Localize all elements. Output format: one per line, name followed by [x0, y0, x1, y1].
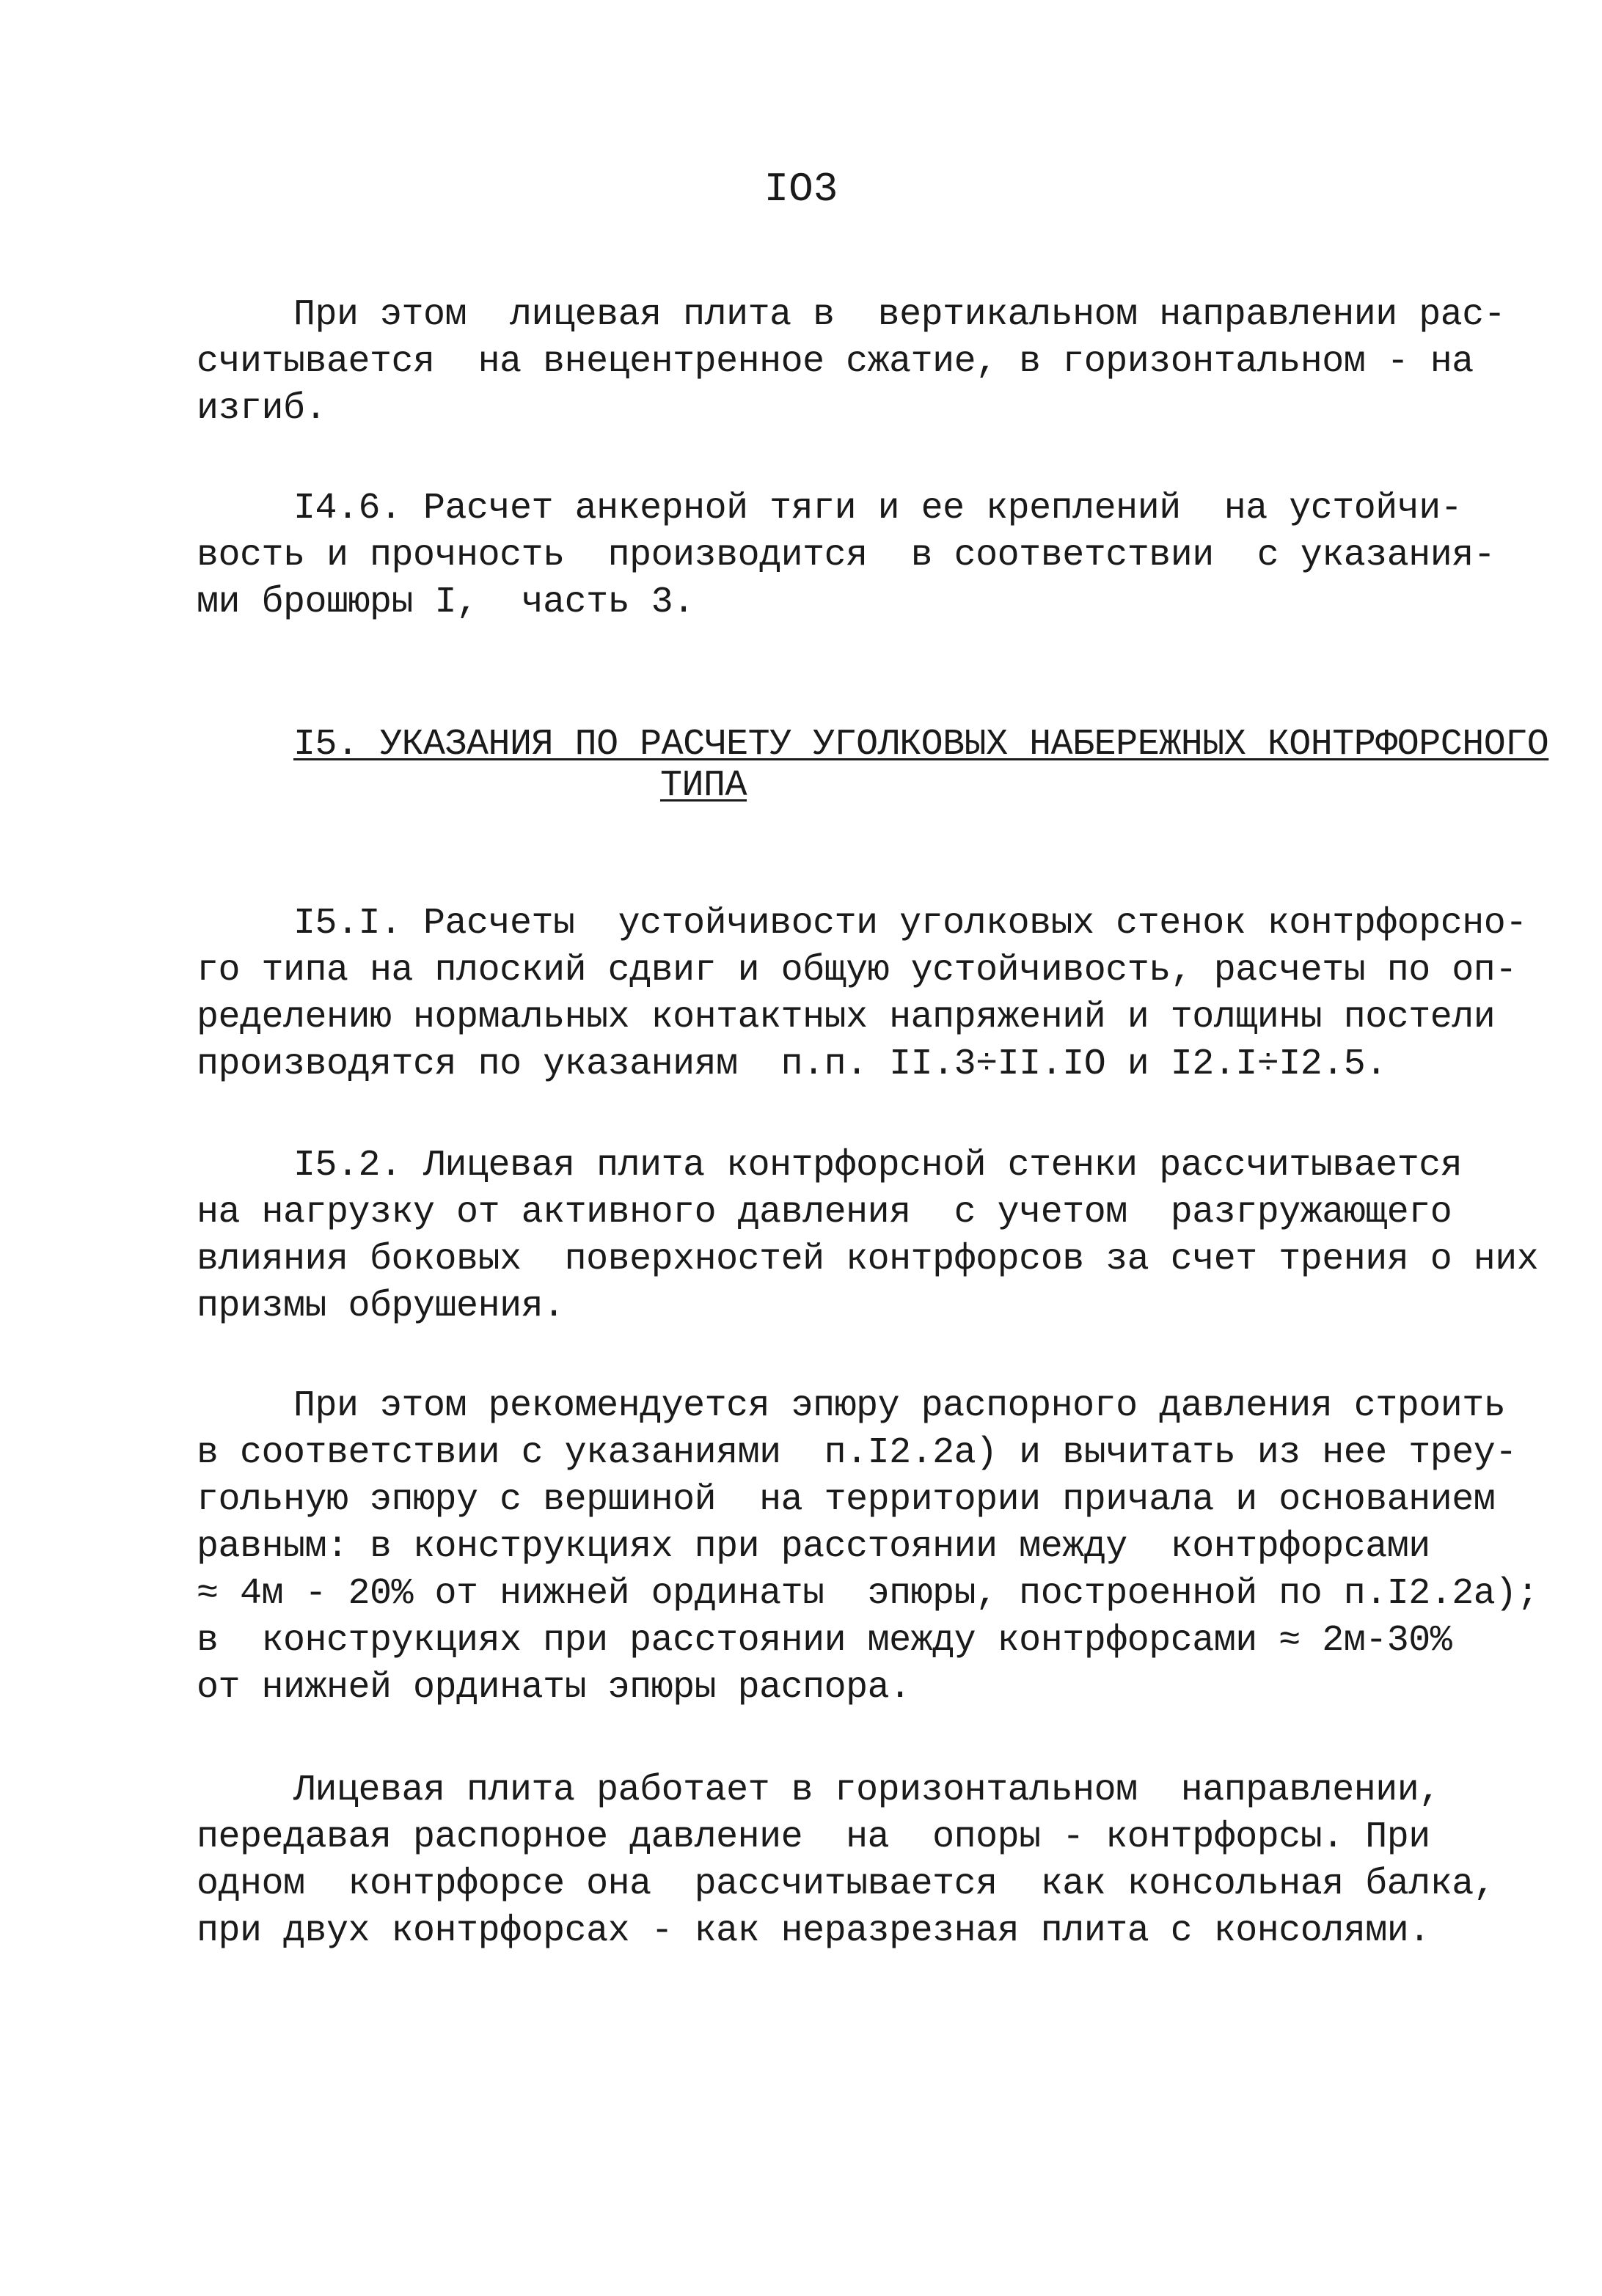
text-line: равным: в конструкциях при расстоянии между контрфорсами	[197, 1526, 1430, 1568]
text-line: одном контрфорсе она рассчитывается как консольная балка,	[197, 1863, 1496, 1905]
text-line: гольную эпюру с вершиной на территории причала и основанием	[197, 1479, 1496, 1521]
page-number: IO3	[764, 166, 838, 213]
text-line: I4.6. Расчет анкерной тяги и ее креплений на устойчи-	[293, 488, 1463, 529]
text-line: Лицевая плита работает в горизонтальном направлении,	[293, 1769, 1441, 1811]
text-line: призмы обрушения.	[197, 1285, 565, 1327]
text-line: вость и прочность производится в соответствии с указания-	[197, 535, 1496, 576]
text-line: го типа на плоский сдвиг и общую устойчивость, расчеты по оп-	[197, 950, 1517, 991]
text-line: производятся по указаниям п.п. II.3÷II.IO и I2.I÷I2.5.	[197, 1044, 1387, 1085]
text-line: влияния боковых поверхностей контрфорсов за счет трения о них	[197, 1239, 1539, 1280]
text-line: на нагрузку от активного давления с учетом разгружающего	[197, 1192, 1452, 1233]
text-line: При этом лицевая плита в вертикальном направлении рас-	[293, 294, 1506, 336]
text-line: при двух контрфорсах - как неразрезная плита с консолями.	[197, 1910, 1430, 1952]
text-line: считывается на внецентренное сжатие, в горизонтальном - на	[197, 341, 1474, 383]
text-line: I5.I. Расчеты устойчивости уголковых стенок контрфорсно-	[293, 903, 1527, 945]
text-line: в соответствии с указаниями п.I2.2а) и вычитать из нее треу-	[197, 1432, 1517, 1474]
text-line: При этом рекомендуется эпюру распорного давления строить	[293, 1385, 1506, 1427]
text-line: в конструкциях при расстоянии между контрфорсами ≈ 2м-30%	[197, 1620, 1452, 1662]
text-line: ми брошюры I, часть 3.	[197, 582, 695, 623]
text-line: I5.2. Лицевая плита контрфорсной стенки рассчитывается	[293, 1145, 1463, 1186]
text-line: изгиб.	[197, 388, 327, 430]
text-line: ределению нормальных контактных напряжений и толщины постели	[197, 997, 1496, 1038]
text-line: от нижней ординаты эпюры распора.	[197, 1667, 911, 1709]
text-line: передавая распорное давление на опоры - контрфорсы. При	[197, 1816, 1430, 1858]
text-line: ≈ 4м - 20% от нижней ординаты эпюры, построенной по п.I2.2а);	[197, 1573, 1539, 1615]
heading-line: ТИПА	[660, 765, 747, 807]
heading-line: I5. УКАЗАНИЯ ПО РАСЧЕТУ УГОЛКОВЫХ НАБЕРЕЖНЫХ КОНТРФОРСНОГО	[293, 724, 1549, 766]
